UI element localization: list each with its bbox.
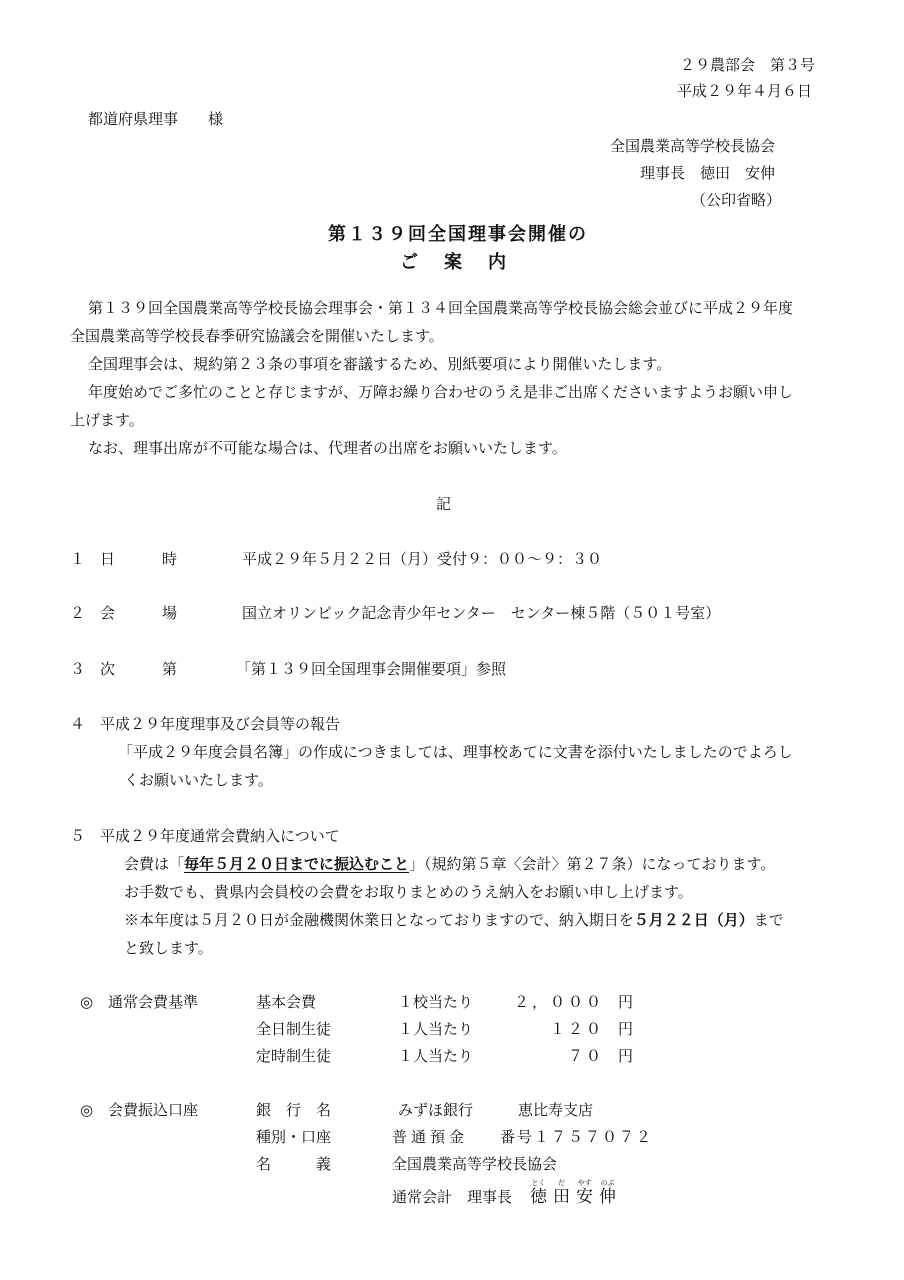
body-line-1: 第１３９回全国農業高等学校長協会理事会・第１３４回全国農業高等学校長協会総会並びに平成２９年度: [88, 299, 794, 317]
account-holder-prefix: 通常会計 理事長: [392, 1188, 513, 1206]
fee-amount-basic: ２，０００: [513, 993, 604, 1011]
holder-char-2: [553, 1179, 571, 1207]
item1-label-b: 時: [162, 550, 178, 568]
holder-char-3: [576, 1179, 594, 1207]
item3-label-b: 第: [162, 660, 178, 678]
fee-unit-basic: １校当たり: [398, 993, 474, 1011]
item5-number: ５: [70, 827, 86, 845]
item5-line-1: [124, 857, 775, 872]
bank-branch: 恵比寿支店: [518, 1101, 594, 1119]
holder-char-1: [530, 1179, 548, 1207]
fee-amount-fulltime: １２０: [549, 1020, 604, 1038]
fees-mark: ◎: [80, 993, 94, 1011]
item3-number: ３: [70, 660, 86, 678]
document-date: 平成２９年４月６日: [677, 82, 813, 100]
item5-line-3: [124, 913, 784, 928]
fee-unit-fulltime: １人当たり: [398, 1020, 474, 1038]
body-line-6: なお、理事出席が不可能な場合は、代理者の出席をお願いいたします。: [88, 439, 567, 457]
item2-label-b: 場: [162, 604, 178, 622]
item4-line-2: くお願いいたします。: [124, 771, 273, 789]
holder-char-2-kanji: 田: [553, 1187, 571, 1207]
payment-deadline-rule: 毎年５月２０日までに振込むこと: [184, 855, 410, 873]
seal-note: （公印省略）: [691, 191, 782, 209]
title-line2: ご 案 内: [400, 252, 510, 273]
sender-name: 理事長 徳田 安伸: [640, 164, 776, 182]
holder-char-1-kanji: 徳: [530, 1187, 548, 1207]
body-line-4: 年度始めでご多忙のことと存じますが、万障お繰り合わせのうえ是非ご出席くださいますようお願い申し: [88, 383, 794, 401]
title-line1: 第１３９回全国理事会開催の: [328, 224, 588, 245]
addressee: 都道府県理事 様: [88, 110, 224, 128]
holder-char-2-ruby: だ: [558, 1179, 566, 1187]
account-name-holder: [392, 1179, 617, 1207]
body-line-5: 上げます。: [70, 411, 144, 429]
sender-organization: 全国農業高等学校長協会: [610, 137, 776, 155]
payment-due-date: ５月２２日（月）: [633, 911, 754, 929]
ki-mark: 記: [436, 495, 452, 513]
fee-unit-parttime: １人当たり: [398, 1047, 474, 1065]
item1-number: １: [70, 550, 86, 568]
item3-value: 「第１３９回全国理事会開催要項」参照: [236, 660, 507, 678]
item5-line1-post: 」（規約第５章〈会計〉第２７条）になっております。: [409, 855, 776, 873]
fee-amount-parttime: ７０: [567, 1047, 604, 1065]
fee-type-parttime: 定時制生徒: [256, 1047, 332, 1065]
item5-heading: 平成２９年度通常会費納入について: [100, 827, 340, 845]
holder-char-4-ruby: のぶ: [600, 1179, 615, 1187]
fee-yen-parttime: 円: [618, 1047, 634, 1065]
fees-heading: 通常会費基準: [108, 993, 199, 1011]
item1-label-a: 日: [100, 550, 116, 568]
item1-value: 平成２９年５月２２日（月）受付９：００～９：３０: [242, 550, 603, 568]
item4-heading: 平成２９年度理事及び会員等の報告: [100, 715, 341, 733]
account-name-org: 全国農業高等学校長協会: [392, 1155, 558, 1173]
document-number: ２９農部会 第３号: [680, 56, 816, 74]
item2-value: 国立オリンピック記念青少年センター センター棟５階（５０１号室）: [242, 604, 721, 622]
item5-line3-post: まで: [753, 911, 784, 929]
holder-char-4: [599, 1179, 617, 1207]
holder-char-1-ruby: とく: [531, 1179, 546, 1187]
account-mark: ◎: [80, 1101, 94, 1119]
account-heading: 会費振込口座: [108, 1101, 199, 1119]
account-name-label: 名 義: [256, 1155, 332, 1173]
item4-number: ４: [70, 715, 86, 733]
account-number: 番号１７５７０７２: [500, 1128, 654, 1146]
body-line-3: 全国理事会は、規約第２３条の事項を審議するため、別紙要項により開催いたします。: [88, 355, 672, 373]
bank-name: みずほ銀行: [398, 1101, 474, 1119]
fee-type-basic: 基本会費: [256, 993, 317, 1011]
holder-char-3-kanji: 安: [576, 1187, 594, 1207]
item2-number: ２: [70, 604, 86, 622]
account-type: 普通預金: [392, 1128, 469, 1146]
fee-yen-fulltime: 円: [618, 1020, 634, 1038]
bank-label: 銀 行 名: [256, 1101, 332, 1119]
fee-yen-basic: 円: [618, 993, 634, 1011]
holder-char-3-ruby: やす: [577, 1179, 592, 1187]
holder-char-4-kanji: 伸: [599, 1187, 617, 1207]
fee-type-fulltime: 全日制生徒: [256, 1020, 332, 1038]
item4-line-1: 「平成２９年度会員名簿」の作成につきましては、理事校あてに文書を添付いたしましたのでよろし: [118, 743, 793, 761]
body-line-2: 全国農業高等学校長春季研究協議会を開催いたします。: [70, 327, 444, 345]
account-type-label: 種別・口座: [256, 1128, 332, 1146]
item5-line-2: お手数でも、貴県内会員校の会費をお取りまとめのうえ納入をお願い申し上げます。: [124, 883, 693, 901]
item5-line3-pre: ※本年度は５月２０日が金融機関休業日となっておりますので、納入期日を: [124, 911, 634, 929]
item3-label-a: 次: [100, 660, 116, 678]
item2-label-a: 会: [100, 604, 116, 622]
item5-line-4: と致します。: [124, 939, 213, 957]
item5-line1-pre: 会費は「: [124, 855, 185, 873]
